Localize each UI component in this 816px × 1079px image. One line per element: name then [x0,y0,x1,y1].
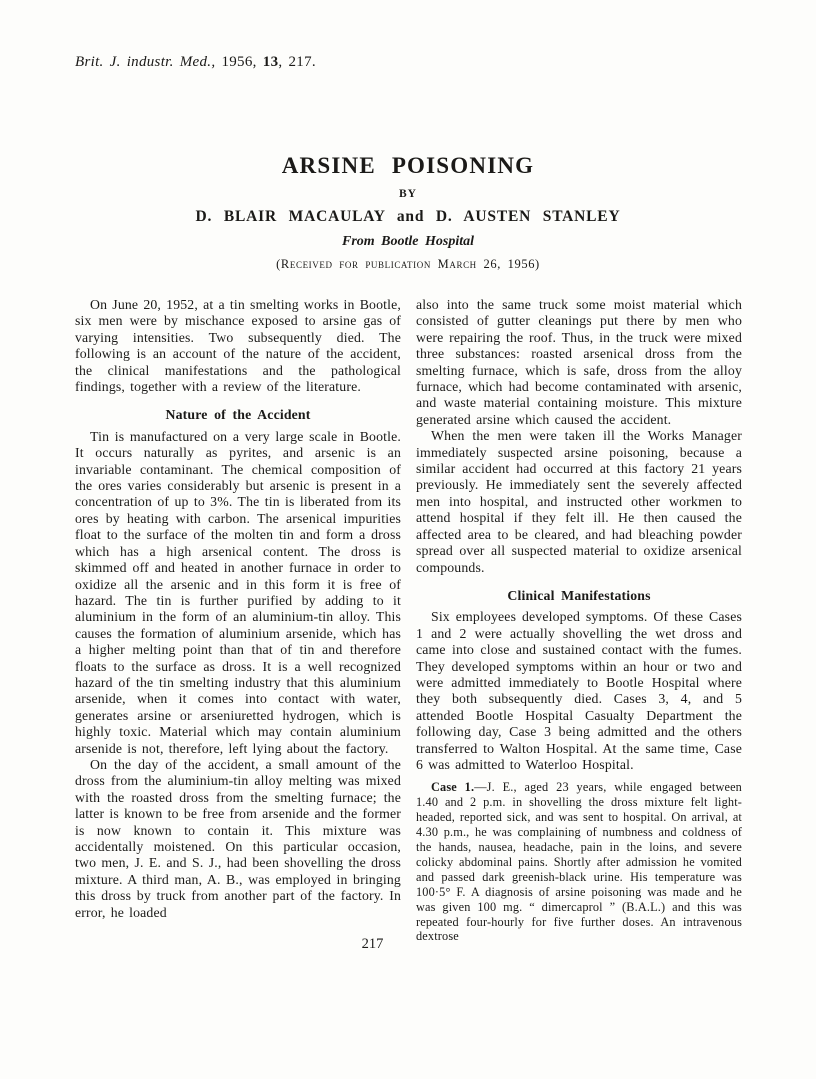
title-block [0,153,816,272]
citation-journal-name: Brit. J. industr. Med., [75,54,222,70]
paragraph-tin-manufacture: Tin is manufactured on a very large scale in Bootle. It occurs naturally as pyrites, and arsenic is an invariable contaminant. The chemical composition of the ores varies considerably but arsenic is present in a concentration of up to 3%. The tin is liberated from its ores by heating with carbon. The arsenical impurities float to the surface of the molten tin and form a dross which has a high arsenical content. The dross is skimmed off and heated in another furnace in order to oxidize all the arsenic and in this form it is free of hazard. The tin is further purified by adding to it aluminium in the form of an aluminium-tin alloy. This causes the formation of aluminium arsenide, which has a higher melting point than that of tin and therefore floats to the surface as dross. It is a well recognized hazard of the tin smelting industry that this aluminium arsenide, when it comes into contact with water, generates arsine or arseniuretted hydrogen, which is highly toxic. Material which may contain aluminium arsenide is not, therefore, left lying about the factory. [75,428,401,756]
right-column [416,297,742,944]
received-date-line: (Received for publication March 26, 1956) [276,257,540,271]
citation-pages: , 217. [278,54,316,70]
paragraph-day-of-accident: On the day of the accident, a small amount of the dross from the aluminium-tin alloy melting was mixed with the roasted dross from the smelting furnace; the latter is known to be free from arsenide and the former is now known to contain it. This mixture was accidentally moistened. On this particular occasion, two men, J. E. and S. J., had been shovelling the dross mixture. A third man, A. B., was employed in bringing this dross by truck from another part of the factory. In error, he loaded [75,756,401,920]
citation-volume: 13 [262,54,279,70]
affiliation: From Bootle Hospital [341,234,474,249]
section-heading-nature-of-the-accident: Nature of the Accident [165,407,311,423]
page-number: 217 [361,936,384,952]
section-heading-clinical-manifestations: Clinical Manifestations [507,587,651,603]
paragraph-works-manager: When the men were taken ill the Works Manager immediately suspected arsine poisoning, because a similar accident had occurred at this factory 21 years previously. He immediately sent the severely affected men into hospital, and instructed other workmen to attend hospital if they felt ill. He then caused the affected area to be cleared, and had bleaching powder spread over all suspected material to oxidize arsenical compounds. [416,428,742,575]
authors: D. BLAIR MACAULAY and D. AUSTEN STANLEY [195,208,621,225]
journal-citation [75,54,316,71]
intro-paragraph: On June 20, 1952, at a tin smelting works in Bootle, six men were by mischance exposed to arsine gas of varying intensities. Two subsequently died. The following is an account of the nature of the accident, the clinical manifestations and the pathological findings, together with a review of the literature. [75,297,401,395]
paragraph-truck-mixture-continuation: also into the same truck some moist material which consisted of gutter cleanings put there by men who were repairing the roof. Thus, in the truck were mixed three substances: roasted arsenical dross from the smelting furnace, which is safe, dross from the alloy furnace, which had become contaminated with arsenic, and waste material containing moisture. This mixture generated arsine which caused the accident. [416,297,742,427]
byline: BY [399,188,417,200]
case-report-paragraph [416,780,742,944]
citation-year: 1956, [221,54,263,70]
left-column [75,297,401,944]
article-title: ARSINE POISONING [281,153,535,178]
article-body [75,297,742,944]
case-1-text: —J. E., aged 23 years, while engaged between 1.40 and 2 p.m. in shovelling the dross mixture felt light-headed, reported sick, and was sent to hospital. On arrival, at 4.30 p.m., he was complaining of numbness and coldness of the hands, nausea, headache, pain in the loins, and severe colicky abdominal pains. Shortly after admission he vomited and passed dark greenish-black urine. His temperature was 100·5° F. A diagnosis of arsine poisoning was made and he was given 100 mg. “ dimercaprol ” (B.A.L.) and this was repeated four-hourly for five further doses. An intravenous dextrose [416,780,742,944]
case-1-label: Case 1. [431,780,475,795]
paragraph-six-employees: Six employees developed symptoms. Of these Cases 1 and 2 were actually shovelling the wet dross and came into close and sustained contact with the fumes. They developed symptoms within an hour or two and were admitted immediately to Bootle Hospital where they both subsequently died. Cases 3, 4, and 5 attended Bootle Hospital Casualty Department the following day, Case 3 being admitted and the others transferred to Walton Hospital. At the same time, Case 6 was admitted to Waterloo Hospital. [416,609,742,772]
